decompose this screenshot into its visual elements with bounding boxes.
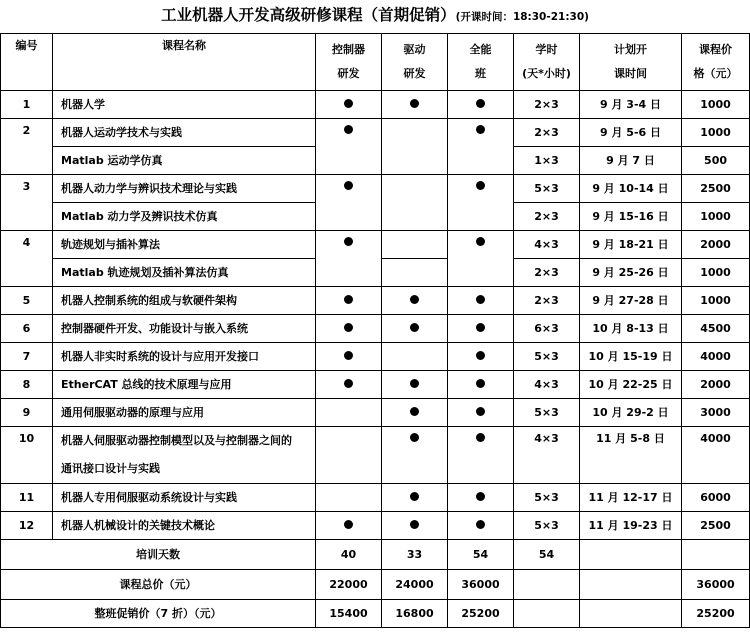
total-date: [580, 570, 682, 600]
days-label: 培训天数: [1, 540, 316, 570]
drive-cell: [382, 427, 448, 484]
total-price: 36000: [682, 570, 750, 600]
course-name: 机器人非实时系统的设计与应用开发接口: [53, 343, 316, 371]
promo-hours: [514, 600, 580, 628]
course-date: 10 月 22-25 日: [580, 371, 682, 399]
promo-drive: 16800: [382, 600, 448, 628]
header-hours: 学时 (天*小时): [514, 34, 580, 91]
dot-icon: [476, 295, 485, 304]
dot-icon: [344, 520, 353, 529]
dot-icon: [476, 323, 485, 332]
course-no: 10: [1, 427, 53, 484]
days-ctrl: 40: [316, 540, 382, 570]
dot-icon: [344, 295, 353, 304]
dot-icon: [410, 323, 419, 332]
promo-label: 整班促销价（7 折）（元）: [1, 600, 316, 628]
course-name: EtherCAT 总线的技术原理与应用: [53, 371, 316, 399]
drive-cell: [382, 484, 448, 512]
course-name: 机器人运动学技术与实践: [53, 119, 316, 147]
all-cell: [448, 315, 514, 343]
dot-icon: [476, 520, 485, 529]
drive-cell: [382, 231, 448, 259]
course-date: 9 月 27-28 日: [580, 287, 682, 315]
ctrl-cell: [316, 512, 382, 540]
table-row: [1, 427, 750, 484]
course-name: 机器人专用伺服驱动系统设计与实践: [53, 484, 316, 512]
course-price: 1000: [682, 91, 750, 119]
dot-icon: [344, 125, 353, 134]
header-date: 计划开 课时间: [580, 34, 682, 91]
dot-icon: [476, 237, 485, 246]
course-date: 10 月 15-19 日: [580, 343, 682, 371]
drive-cell: [382, 343, 448, 371]
course-hours: 4×3: [514, 231, 580, 259]
all-cell: [448, 231, 514, 287]
drive-cell: [382, 259, 448, 287]
dot-icon: [344, 237, 353, 246]
ctrl-cell: [316, 91, 382, 119]
dot-icon: [344, 99, 353, 108]
ctrl-cell: [316, 315, 382, 343]
dot-icon: [476, 379, 485, 388]
all-cell: [448, 512, 514, 540]
header-drive: 驱动 研发: [382, 34, 448, 91]
dot-icon: [476, 492, 485, 501]
course-date: 10 月 8-13 日: [580, 315, 682, 343]
course-price: 6000: [682, 484, 750, 512]
summary-total-row: [1, 570, 750, 600]
table-row: [1, 371, 750, 399]
course-hours: 1×3: [514, 147, 580, 175]
course-no: 8: [1, 371, 53, 399]
course-name: 通用伺服驱动器的原理与应用: [53, 399, 316, 427]
course-hours: 2×3: [514, 259, 580, 287]
table-row: [1, 484, 750, 512]
course-hours: 5×3: [514, 343, 580, 371]
table-row: [1, 343, 750, 371]
drive-cell: [382, 91, 448, 119]
course-hours: 5×3: [514, 175, 580, 203]
ctrl-cell: [316, 175, 382, 231]
promo-all: 25200: [448, 600, 514, 628]
table-row: [1, 399, 750, 427]
course-hours: 5×3: [514, 512, 580, 540]
drive-cell: [382, 287, 448, 315]
course-no: 5: [1, 287, 53, 315]
course-no: 12: [1, 512, 53, 540]
days-hours: 54: [514, 540, 580, 570]
dot-icon: [410, 433, 419, 442]
course-no: 2: [1, 119, 53, 175]
all-cell: [448, 119, 514, 175]
dot-icon: [410, 379, 419, 388]
days-drive: 33: [382, 540, 448, 570]
all-cell: [448, 371, 514, 399]
dot-icon: [476, 433, 485, 442]
header-row: [1, 34, 750, 91]
course-name: Matlab 运动学仿真: [53, 147, 316, 175]
course-name: Matlab 动力学及辨识技术仿真: [53, 203, 316, 231]
course-hours: 6×3: [514, 315, 580, 343]
course-date: 9 月 18-21 日: [580, 231, 682, 259]
course-hours: 4×3: [514, 371, 580, 399]
ctrl-cell: [316, 484, 382, 512]
table-row: [1, 175, 750, 203]
dot-icon: [410, 520, 419, 529]
course-hours: 2×3: [514, 287, 580, 315]
dot-icon: [476, 125, 485, 134]
course-no: 9: [1, 399, 53, 427]
page-title: 工业机器人开发高级研修课程（首期促销）: [161, 6, 456, 24]
dot-icon: [410, 295, 419, 304]
dot-icon: [410, 407, 419, 416]
ctrl-cell: [316, 427, 382, 484]
drive-cell: [382, 119, 448, 175]
dot-icon: [344, 181, 353, 190]
all-cell: [448, 427, 514, 484]
header-all-round: 全能 班: [448, 34, 514, 91]
course-hours: 4×3: [514, 427, 580, 484]
course-name: Matlab 轨迹规划及插补算法仿真: [53, 259, 316, 287]
course-price: 2000: [682, 371, 750, 399]
course-name: 机器人控制系统的组成与软硬件架构: [53, 287, 316, 315]
dot-icon: [344, 323, 353, 332]
course-date: 11 月 12-17 日: [580, 484, 682, 512]
course-price: 3000: [682, 399, 750, 427]
dot-icon: [410, 492, 419, 501]
course-price: 2000: [682, 231, 750, 259]
total-hours: [514, 570, 580, 600]
course-no: 4: [1, 231, 53, 287]
all-cell: [448, 287, 514, 315]
course-no: 11: [1, 484, 53, 512]
course-name: 轨迹规划与插补算法: [53, 231, 316, 259]
course-name: 机器人动力学与辨识技术理论与实践: [53, 175, 316, 203]
course-hours: 2×3: [514, 91, 580, 119]
table-row: [1, 91, 750, 119]
dot-icon: [476, 181, 485, 190]
course-date: 9 月 5-6 日: [580, 119, 682, 147]
table-row: [1, 119, 750, 147]
course-date: 11 月 19-23 日: [580, 512, 682, 540]
course-name: 机器人学: [53, 91, 316, 119]
course-no: 1: [1, 91, 53, 119]
all-cell: [448, 91, 514, 119]
course-name: 控制器硬件开发、功能设计与嵌入系统: [53, 315, 316, 343]
dot-icon: [476, 99, 485, 108]
drive-cell: [382, 175, 448, 231]
total-ctrl: 22000: [316, 570, 382, 600]
promo-price: 25200: [682, 600, 750, 628]
summary-promo-row: [1, 600, 750, 628]
dot-icon: [410, 99, 419, 108]
course-date: 9 月 3-4 日: [580, 91, 682, 119]
course-hours: 2×3: [514, 119, 580, 147]
days-price: [682, 540, 750, 570]
course-price: 1000: [682, 203, 750, 231]
total-drive: 24000: [382, 570, 448, 600]
drive-cell: [382, 512, 448, 540]
ctrl-cell: [316, 231, 382, 287]
table-row: [1, 512, 750, 540]
course-no: 6: [1, 315, 53, 343]
class-time-note: (开课时间：18:30-21:30): [455, 11, 589, 23]
promo-date: [580, 600, 682, 628]
table-row: [1, 287, 750, 315]
header-price: 课程价 格（元）: [682, 34, 750, 91]
total-all: 36000: [448, 570, 514, 600]
header-name: 课程名称: [53, 34, 316, 91]
total-label: 课程总价（元）: [1, 570, 316, 600]
ctrl-cell: [316, 343, 382, 371]
table-title: [1, 0, 750, 34]
course-price: 1000: [682, 259, 750, 287]
all-cell: [448, 484, 514, 512]
all-cell: [448, 175, 514, 231]
course-hours: 5×3: [514, 399, 580, 427]
course-hours: 2×3: [514, 203, 580, 231]
ctrl-cell: [316, 371, 382, 399]
course-date: 10 月 29-2 日: [580, 399, 682, 427]
dot-icon: [476, 407, 485, 416]
course-price: 4500: [682, 315, 750, 343]
course-price: 1000: [682, 287, 750, 315]
all-cell: [448, 399, 514, 427]
dot-icon: [476, 351, 485, 360]
course-hours: 5×3: [514, 484, 580, 512]
ctrl-cell: [316, 119, 382, 175]
course-date: 9 月 15-16 日: [580, 203, 682, 231]
course-price: 1000: [682, 119, 750, 147]
header-no: 编号: [1, 34, 53, 91]
table-row: [1, 315, 750, 343]
course-date: 9 月 10-14 日: [580, 175, 682, 203]
course-price: 4000: [682, 343, 750, 371]
drive-cell: [382, 315, 448, 343]
course-date: 9 月 7 日: [580, 147, 682, 175]
course-price: 4000: [682, 427, 750, 484]
course-date: 11 月 5-8 日: [580, 427, 682, 484]
course-price: 2500: [682, 512, 750, 540]
days-all: 54: [448, 540, 514, 570]
course-name: 机器人机械设计的关键技术概论: [53, 512, 316, 540]
ctrl-cell: [316, 399, 382, 427]
header-controller: 控制器 研发: [316, 34, 382, 91]
course-price: 2500: [682, 175, 750, 203]
course-name: 机器人伺服驱动器控制模型以及与控制器之间的 通讯接口设计与实践: [53, 427, 316, 484]
days-date: [580, 540, 682, 570]
course-no: 7: [1, 343, 53, 371]
course-price: 500: [682, 147, 750, 175]
drive-cell: [382, 399, 448, 427]
drive-cell: [382, 371, 448, 399]
summary-days-row: [1, 540, 750, 570]
all-cell: [448, 343, 514, 371]
ctrl-cell: [316, 287, 382, 315]
course-no: 3: [1, 175, 53, 231]
dot-icon: [344, 351, 353, 360]
dot-icon: [344, 379, 353, 388]
course-date: 9 月 25-26 日: [580, 259, 682, 287]
table-row: [1, 231, 750, 259]
promo-ctrl: 15400: [316, 600, 382, 628]
